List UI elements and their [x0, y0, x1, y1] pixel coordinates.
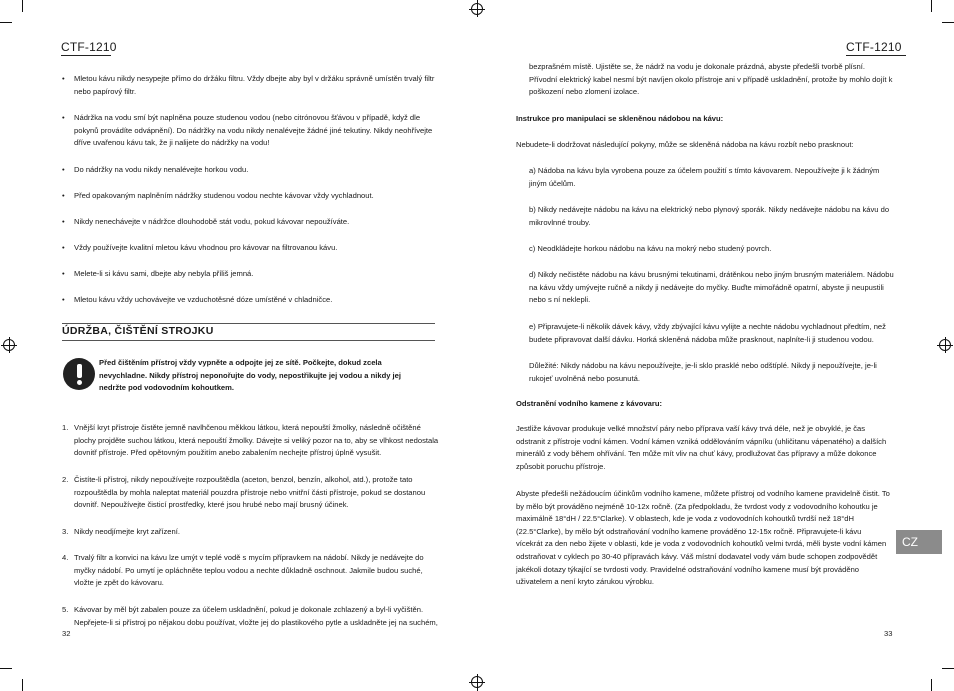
numbered-step: 4. Trvalý filtr a konvici na kávu lze umýt v teplé vodě s mycím přípravkem na nádobí. Nikdy je nedávejte do myčky nádobí. Po umytí je opláchněte teplou vodou a nechte důkladně oschnout. Jakmile budou suché, vložte je zpět do kávovaru. — [62, 553, 424, 588]
section-rule — [62, 323, 435, 324]
numbered-step: 2. Čistíte-li přístroj, nikdy nepoužívejte rozpouštědla (aceton, benzol, benzín, alkohol, atd.), protože tato rozpouštědla by mohla naleptat materiál pouzdra přístroje nebo vnitřní části přístroje, pokud se dostanou dovnitř. Nepoužívejte čisticí prostředky, které jsou hrubé nebo mají brusný účinek. — [62, 475, 426, 510]
glass-section-title: Instrukce pro manipulaci se skleněnou nádobou na kávu: — [516, 114, 724, 123]
glass-item: d) Nikdy nečistěte nádobu na kávu brusnými tekutinami, drátěnkou nebo jiným brusným materiálem. Nádobu na kávu vždy umývejte ručně a nikdy ji nedávejte do myčky. Buďte mimořádně opatrní, abyste ji neupustili nebo s ní neklepli. — [529, 270, 894, 305]
bullet-item: • Nikdy nenechávejte v nádržce dlouhodobě stát vodu, pokud kávovar nepoužíváte. — [62, 217, 350, 226]
scale-paragraph: Jestliže kávovar produkuje velké množství páry nebo příprava vaší kávy trvá déle, než je obvyklé, je čas odstranit z přístroje vodní kámen. Vodní kámen vzniká oddělováním vápníku (uhličitanu vápenatého) a dalších minerálů z vody během ohřívání. Ten může mít vliv na chuť kávy, prodlužovat čas přípravy a může dokonce způsobit poruchu přístroje. — [516, 424, 887, 471]
page-number: 33 — [884, 629, 893, 638]
section-rule — [62, 340, 435, 341]
right-page — [477, 0, 954, 691]
page-number: 32 — [62, 629, 71, 638]
numbered-step: 3. Nikdy neodjímejte kryt zařízení. — [62, 527, 180, 536]
bullet-item: • Vždy používejte kvalitní mletou kávu vhodnou pro kávovar na filtrovanou kávu. — [62, 243, 338, 252]
bullet-item: • Před opakovaným naplněním nádržky studenou vodou nechte kávovar vždy vychladnout. — [62, 191, 374, 200]
model-header: CTF-1210 — [61, 40, 117, 54]
section-title: ÚDRŽBA, ČIŠTĚNÍ STROJKU — [62, 325, 214, 337]
scale-paragraph: Abyste předešli nežádoucím účinkům vodního kamene, můžete přístroj od vodního kamene pravidelně čistit. To by mělo být prováděno nejméně 10-12x ročně. (Za předpokladu, že tvrdost vody z vodovodního kohoutku je maximálně 18°dH / 22.5°Clarke). V oblastech, kde je voda z vodovodních kohoutků tvrdší než 18°dH (22.5°Clarke), by mělo být odstraňování vodního kamene prováděno 12-15x ročně. Připravujete-li kávu vícekrát za den nebo žijete v oblasti, kde je voda z vodovodních kohoutků velmi tvrdá, měli byste vodní kámen odstraňovat v cyklech po 30-40 přípravách kávy. Váš místní dodavatel vody vám bude schopen zodpovědět jakékoli dotazy týkající se tvrdosti vody. Pravidelné odstraňování vodního kamene musí být prováděno uživatelem a není kryto zárukou výrobku. — [516, 489, 890, 587]
glass-item: a) Nádoba na kávu byla vyrobena pouze za účelem použití s tímto kávovarem. Nepoužívejte ji k žádným jiným účelům. — [529, 166, 880, 188]
header-rule — [846, 55, 906, 56]
warning-text: Před čištěním přístroj vždy vypněte a odpojte jej ze sítě. Počkejte, dokud zcela nevychladne. Nikdy přístroj neponořujte do vody, nepostřikujte jej vodou a nikdy jej nedržte pod vodovodním kohoutkem. — [99, 358, 401, 393]
bullet-item: • Melete-li si kávu sami, dbejte aby nebyla příliš jemná. — [62, 269, 254, 278]
warning-exclamation-icon — [63, 358, 95, 390]
bullet-item: • Mletou kávu nikdy nesypejte přímo do držáku filtru. Vždy dbejte aby byl v držáku správně umístěn trvalý filtr nebo papírový filtr. — [62, 74, 435, 96]
glass-item: b) Nikdy nedávejte nádobu na kávu na elektrický nebo plynový sporák. Nikdy nedávejte nádobu na kávu do mikrovlnné trouby. — [529, 205, 890, 227]
glass-item: e) Připravujete-li několik dávek kávy, vždy zbývající kávu vylijte a nechte nádobu vychladnout předtím, než budete připravovat další dávku. Horká skleněná nádoba může prasknout, naplníte-li ji studenou vodou. — [529, 322, 886, 344]
glass-item: c) Neodkládejte horkou nádobu na kávu na mokrý nebo studený povrch. — [529, 244, 772, 253]
important-note: Důležité: Nikdy nádobu na kávu nepoužívejte, je-li sklo prasklé nebo odštíplé. Nikdy ji nepoužívejte, je-li rukojeť uvolněná nebo posunutá. — [529, 361, 877, 383]
header-rule — [61, 55, 111, 56]
continuation-paragraph: bezprašném místě. Ujistěte se, že nádrž na vodu je dokonale prázdná, abyste předešli tvorbě plísní. Přívodní elektrický kabel nesmí být navíjen okolo přístroje ani v případě uskladnění, protože by mohlo dojít k poškození nebo zlomení izolace. — [529, 62, 893, 97]
numbered-step: 1. Vnější kryt přístroje čistěte jemně navlhčenou měkkou látkou, která nepouští žmolky, následně očištěné plochy projděte suchou látkou, která nepouští žmolky. Dávejte si veliký pozor na to, aby se vlhkost nedostala dovnitř přístroje. Před opětovným použitím anebo zabalením nechejte přístroj úplně vysušit. — [62, 423, 439, 458]
model-header: CTF-1210 — [846, 40, 902, 54]
language-tab: CZ — [896, 530, 942, 554]
glass-intro: Nebudete-li dodržovat následující pokyny, může se skleněná nádoba na kávu rozbít nebo prasknout: — [516, 140, 854, 149]
bullet-item: • Nádržka na vodu smí být naplněna pouze studenou vodou (nebo citrónovou šťávou v případě, když dle pokynů provádíte odvápnění). Do nádržky na vodu nikdy nenalévejte žádné jiné tekutiny. Nikdy neohřívejte dříve uvařenou kávu tak, že ji nalijete do nádržky na vodu! — [62, 113, 433, 148]
bullet-item: • Mletou kávu vždy uchovávejte ve vzduchotěsné dóze umístěné v chladničce. — [62, 295, 333, 304]
scale-section-title: Odstranění vodního kamene z kávovaru: — [516, 399, 663, 408]
numbered-step: 5. Kávovar by měl být zabalen pouze za účelem uskladnění, pokud je dokonale zchlazený a byl-li vyčištěn. Nepřejete-li si přístroj po nějakou dobu používat, vložte jej do plastikového pytle a uskladněte jej na suchém, — [62, 605, 438, 627]
bullet-item: • Do nádržky na vodu nikdy nenalévejte horkou vodu. — [62, 165, 249, 174]
